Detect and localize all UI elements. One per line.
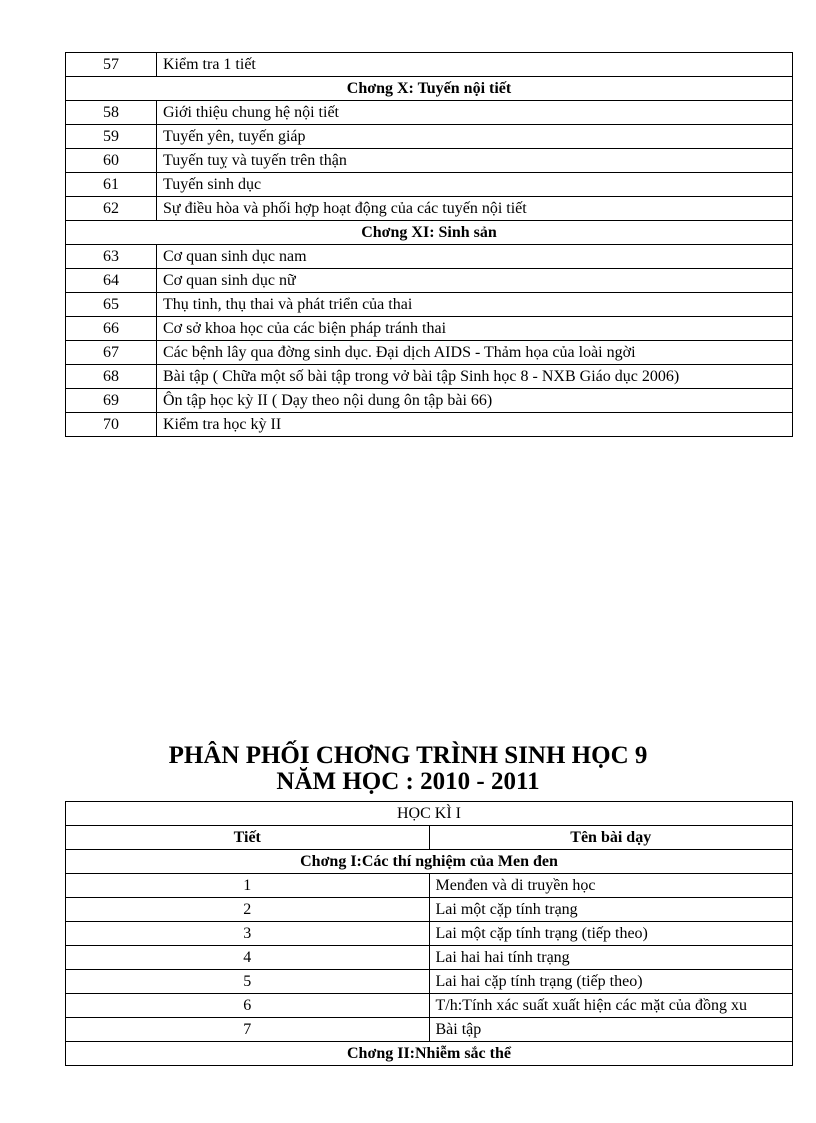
lesson-title: Tuyến yên, tuyến giáp [157,125,793,149]
chapter-row [66,850,793,874]
lesson-number: 2 [66,898,430,922]
lesson-row [66,922,793,946]
lesson-number: 61 [66,173,157,197]
page-title: PHÂN PHỐI CHƠNG TRÌNH SINH HỌC 9 [168,742,648,769]
lesson-title: Ôn tập học kỳ II ( Dạy theo nội dung ôn tập bài 66) [157,389,793,413]
lesson-title: Tuyến sinh dục [157,173,793,197]
lesson-row [66,874,793,898]
lesson-row [66,317,793,341]
lesson-number: 67 [66,341,157,365]
lesson-row [66,149,793,173]
semester-row [66,802,793,826]
lesson-number: 5 [66,970,430,994]
table-body [66,802,793,1066]
lesson-row [66,970,793,994]
lesson-title: Kiểm tra 1 tiết [157,53,793,77]
lesson-number: 62 [66,197,157,221]
lesson-row [66,365,793,389]
school-year-title: NĂM HỌC : 2010 - 2011 [276,768,540,795]
lesson-row [66,293,793,317]
lesson-row [66,341,793,365]
lesson-title: Bài tập [429,1018,793,1042]
lesson-title: Lai hai hai tính trạng [429,946,793,970]
lesson-number: 57 [66,53,157,77]
chapter-title: Chơng II:Nhiễm sắc thể [66,1042,793,1066]
chapter-title: Chơng XI: Sinh sản [66,221,793,245]
lesson-number: 58 [66,101,157,125]
lesson-number: 64 [66,269,157,293]
lesson-row [66,53,793,77]
lesson-row [66,946,793,970]
lesson-title: Cơ quan sinh dục nữ [157,269,793,293]
chapter-row [66,77,793,101]
lesson-number: 4 [66,946,430,970]
lesson-title: Giới thiệu chung hệ nội tiết [157,101,793,125]
lesson-number: 1 [66,874,430,898]
chapter-title: Chơng X: Tuyến nội tiết [66,77,793,101]
lesson-row [66,269,793,293]
lesson-row [66,898,793,922]
chapter-title: Chơng I:Các thí nghiệm của Men đen [66,850,793,874]
lesson-number: 68 [66,365,157,389]
lesson-row [66,125,793,149]
lesson-title: Kiểm tra học kỳ II [157,413,793,437]
lesson-title: Tuyến tuỵ và tuyến trên thận [157,149,793,173]
lesson-title: Cơ quan sinh dục nam [157,245,793,269]
lesson-number: 6 [66,994,430,1018]
lesson-number: 59 [66,125,157,149]
chapter-row [66,1042,793,1066]
lesson-number: 69 [66,389,157,413]
lesson-number: 63 [66,245,157,269]
curriculum-table-grade8-continued [65,52,793,437]
lesson-title: Sự điều hòa và phối hợp hoạt động của các tuyến nội tiết [157,197,793,221]
lesson-row [66,173,793,197]
lesson-title: Các bệnh lây qua đờng sinh dục. Đại dịch AIDS - Thảm họa của loài ngời [157,341,793,365]
header-row [66,826,793,850]
lesson-number: 66 [66,317,157,341]
lesson-row [66,994,793,1018]
lesson-row [66,413,793,437]
table-body [66,53,793,437]
chapter-row [66,221,793,245]
lesson-title: Lai một cặp tính trạng (tiếp theo) [429,922,793,946]
lesson-title: Cơ sở khoa học của các biện pháp tránh thai [157,317,793,341]
lesson-row [66,389,793,413]
column-header-period: Tiết [66,826,430,850]
lesson-number: 60 [66,149,157,173]
lesson-title: Bài tập ( Chữa một số bài tập trong vở bài tập Sinh học 8 - NXB Giáo dục 2006) [157,365,793,389]
lesson-title: T/h:Tính xác suất xuất hiện các mặt của đồng xu [429,994,793,1018]
curriculum-table-grade9 [65,801,793,1066]
column-header-lesson-title: Tên bài dạy [429,826,793,850]
lesson-title: Lai một cặp tính trạng [429,898,793,922]
lesson-row [66,101,793,125]
lesson-number: 7 [66,1018,430,1042]
lesson-row [66,245,793,269]
lesson-number: 70 [66,413,157,437]
lesson-row [66,1018,793,1042]
lesson-title: Menđen và di truyền học [429,874,793,898]
lesson-number: 3 [66,922,430,946]
semester-label: HỌC KÌ I [66,802,793,826]
lesson-row [66,197,793,221]
lesson-title: Thụ tinh, thụ thai và phát triển của thai [157,293,793,317]
lesson-number: 65 [66,293,157,317]
lesson-title: Lai hai cặp tính trạng (tiếp theo) [429,970,793,994]
